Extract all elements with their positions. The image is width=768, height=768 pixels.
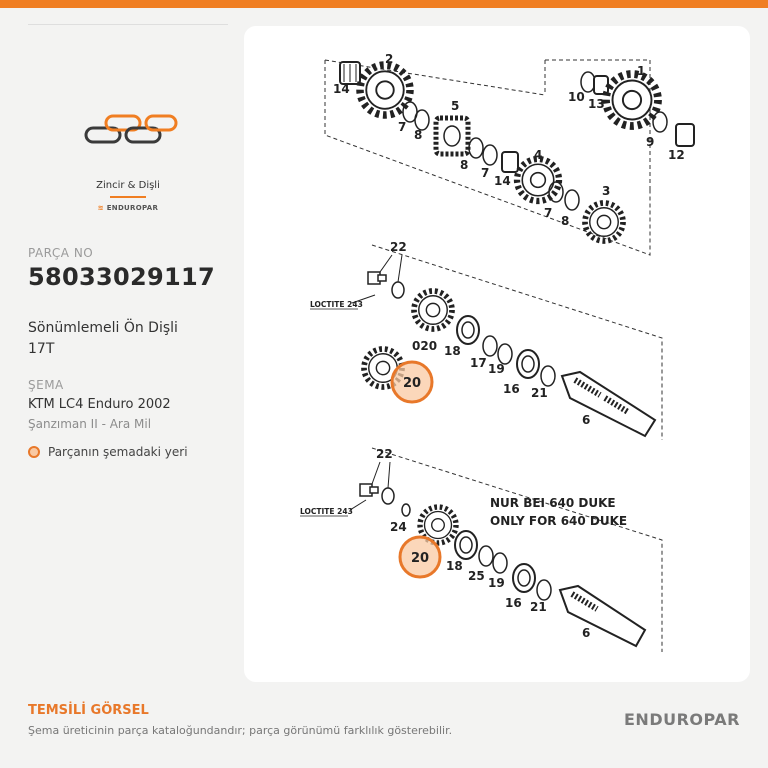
highlight-top — [392, 362, 432, 402]
bolt-bottom — [360, 484, 378, 496]
note-german: NUR BEI 640 DUKE — [490, 496, 616, 510]
callout-19: 19 — [488, 362, 505, 376]
loctite-label-top: LOCTITE 243 — [310, 300, 363, 309]
callout-7: 7 — [398, 120, 407, 134]
part-name — [28, 318, 228, 360]
callout-17: 17 — [470, 356, 487, 370]
top-divider — [28, 24, 228, 25]
part-2-gear — [360, 65, 410, 115]
callout-7b: 7 — [481, 166, 490, 180]
callout-8b: 8 — [460, 158, 469, 172]
callout-16: 16 — [503, 382, 520, 396]
callout-5: 5 — [451, 99, 460, 113]
part-name-line2: 17T — [28, 341, 55, 357]
highlight-label-top: 20 — [402, 376, 422, 391]
callout-8c: 8 — [561, 214, 570, 228]
callout-10: 10 — [568, 90, 585, 104]
scheme-section: Şanzıman II - Ara Mil — [28, 417, 152, 431]
callout-2: 2 — [385, 52, 394, 66]
diagram-panel — [244, 26, 750, 682]
legend — [28, 445, 188, 459]
brand-logo-text: ENDUROPAR — [106, 204, 159, 212]
part-14-needle-bearing — [340, 62, 360, 84]
callout-24: 24 — [390, 520, 407, 534]
callout-13: 13 — [588, 97, 605, 111]
callout-25: 25 — [468, 569, 485, 583]
callout-6b: 6 — [582, 626, 591, 640]
callout-020: 020 — [412, 339, 438, 353]
callout-3: 3 — [602, 184, 611, 198]
chain-icon — [84, 108, 180, 148]
callout-16b: 16 — [505, 596, 522, 610]
part-number: 58033029117 — [28, 263, 215, 291]
category-underline — [110, 196, 146, 198]
brand-logo — [28, 204, 228, 212]
footer-disclaimer: Şema üreticinin parça kataloğundandır; parça görünümü farklılık gösterebilir. — [28, 724, 453, 737]
highlight-marker-icon — [28, 446, 40, 458]
callout-8: 8 — [414, 128, 423, 142]
note-english: ONLY FOR 640 DUKE — [490, 514, 628, 528]
callout-14b: 14 — [494, 174, 511, 188]
highlight-label-bottom: 20 — [410, 551, 430, 566]
part-4-gear — [517, 159, 559, 201]
loctite-label-bottom: LOCTITE 243 — [300, 507, 353, 516]
top-accent-bar — [0, 0, 768, 8]
footer-title: TEMSİLİ GÖRSEL — [28, 703, 149, 718]
scheme-model: KTM LC4 Enduro 2002 — [28, 397, 171, 412]
callout-21: 21 — [531, 386, 548, 400]
category-logo — [28, 100, 228, 220]
callout-22b: 22 — [376, 447, 393, 461]
part-name-line1: Sönümlemeli Ön Dişli — [28, 320, 178, 336]
bolt-top — [368, 272, 386, 284]
callout-22: 22 — [390, 240, 407, 254]
callout-4: 4 — [534, 148, 543, 162]
parts-diagram — [244, 26, 750, 682]
callout-6: 6 — [582, 413, 591, 427]
callout-14: 14 — [333, 82, 350, 96]
part-3-gear — [585, 203, 623, 241]
callout-9: 9 — [646, 135, 655, 149]
shaft-top — [562, 372, 655, 436]
footer-brand: ENDUROPAR — [624, 710, 740, 729]
callout-7c: 7 — [544, 206, 553, 220]
category-name: Zincir & Dişli — [96, 180, 160, 191]
highlight-bottom — [400, 537, 440, 577]
callout-18: 18 — [444, 344, 461, 358]
part-number-label: PARÇA NO — [28, 246, 94, 260]
callout-12: 12 — [668, 148, 685, 162]
part-5-gear — [436, 118, 468, 154]
brand-mark-icon: ≋ — [97, 204, 107, 212]
scheme-label: ŞEMA — [28, 378, 64, 392]
callout-19b: 19 — [488, 576, 505, 590]
legend-text: Parçanın şemadaki yeri — [48, 445, 188, 459]
callout-18b: 18 — [446, 559, 463, 573]
callout-1: 1 — [637, 64, 646, 78]
part-020-sprocket — [414, 291, 452, 329]
shaft-bottom — [560, 586, 645, 646]
callout-21b: 21 — [530, 600, 547, 614]
